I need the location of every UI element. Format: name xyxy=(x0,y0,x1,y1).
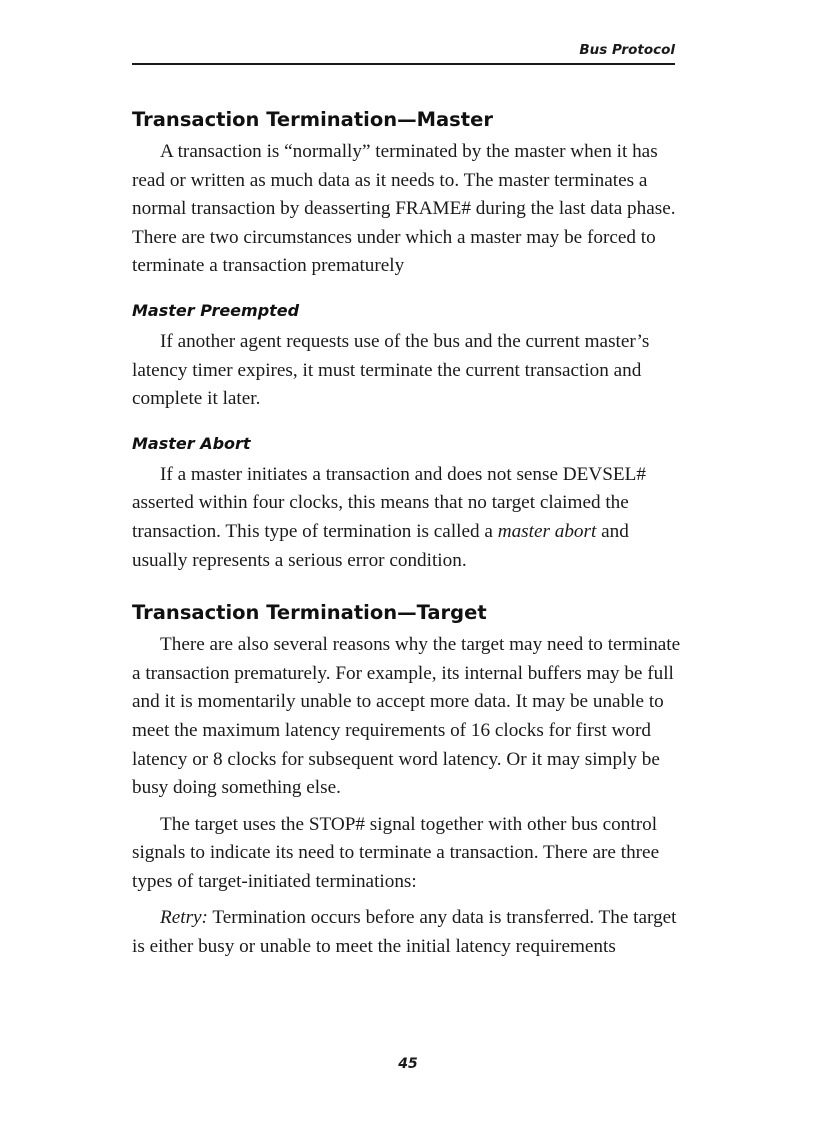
section-heading-master-termination: Transaction Termination—Master xyxy=(132,108,493,131)
page-number: 45 xyxy=(398,1056,418,1072)
paragraph-master-abort xyxy=(132,461,688,575)
page-content xyxy=(132,106,688,962)
paragraph-target-stop: The target uses the STOP# signal together with other bus control signals to indicate its need to terminate a transaction. There are three types of target-initiated terminations: xyxy=(132,813,660,892)
subheading-master-preempted: Master Preempted xyxy=(132,300,300,320)
master-abort-text-2: and usually represents a serious error condition. xyxy=(132,520,629,571)
paragraph-master-intro: A transaction is “normally” terminated by the master when it has read or written as much data as it needs to. The master terminates a normal transaction by deasserting FRAME# during the last data phase. There are two circumstances under which a master may be forced to terminate a transaction prematurely xyxy=(132,141,676,277)
master-abort-term: master abort xyxy=(497,520,597,542)
paragraph-master-preempted: If another agent requests use of the bus and the current master’s latency timer expires, it must terminate the current transaction and complete it later. xyxy=(132,330,650,410)
paragraph-retry xyxy=(132,904,688,961)
running-header: Bus Protocol xyxy=(579,42,675,58)
retry-text: Termination occurs before any data is transferred. The target is either busy or unable to meet the initial latency requirements xyxy=(132,907,677,958)
section-heading-target-termination: Transaction Termination—Target xyxy=(132,601,487,625)
paragraph-target-reasons: There are also several reasons why the target may need to terminate a transaction prematurely. For example, its internal buffers may be full and it is momentarily unable to accept more data. It may be unable to meet the maximum latency requirements of 16 clocks for first word latency or 8 clocks for subsequent word latency. Or it may simply be busy doing something else. xyxy=(132,634,681,799)
subheading-master-abort: Master Abort xyxy=(132,433,251,453)
retry-label: Retry: xyxy=(160,907,208,929)
header-rule xyxy=(132,63,675,65)
master-abort-text-1: If a master initiates a transaction and does not sense DEVSEL# asserted within four clocks, this means that no target claimed the transaction. This type of termination is called a xyxy=(132,463,646,542)
